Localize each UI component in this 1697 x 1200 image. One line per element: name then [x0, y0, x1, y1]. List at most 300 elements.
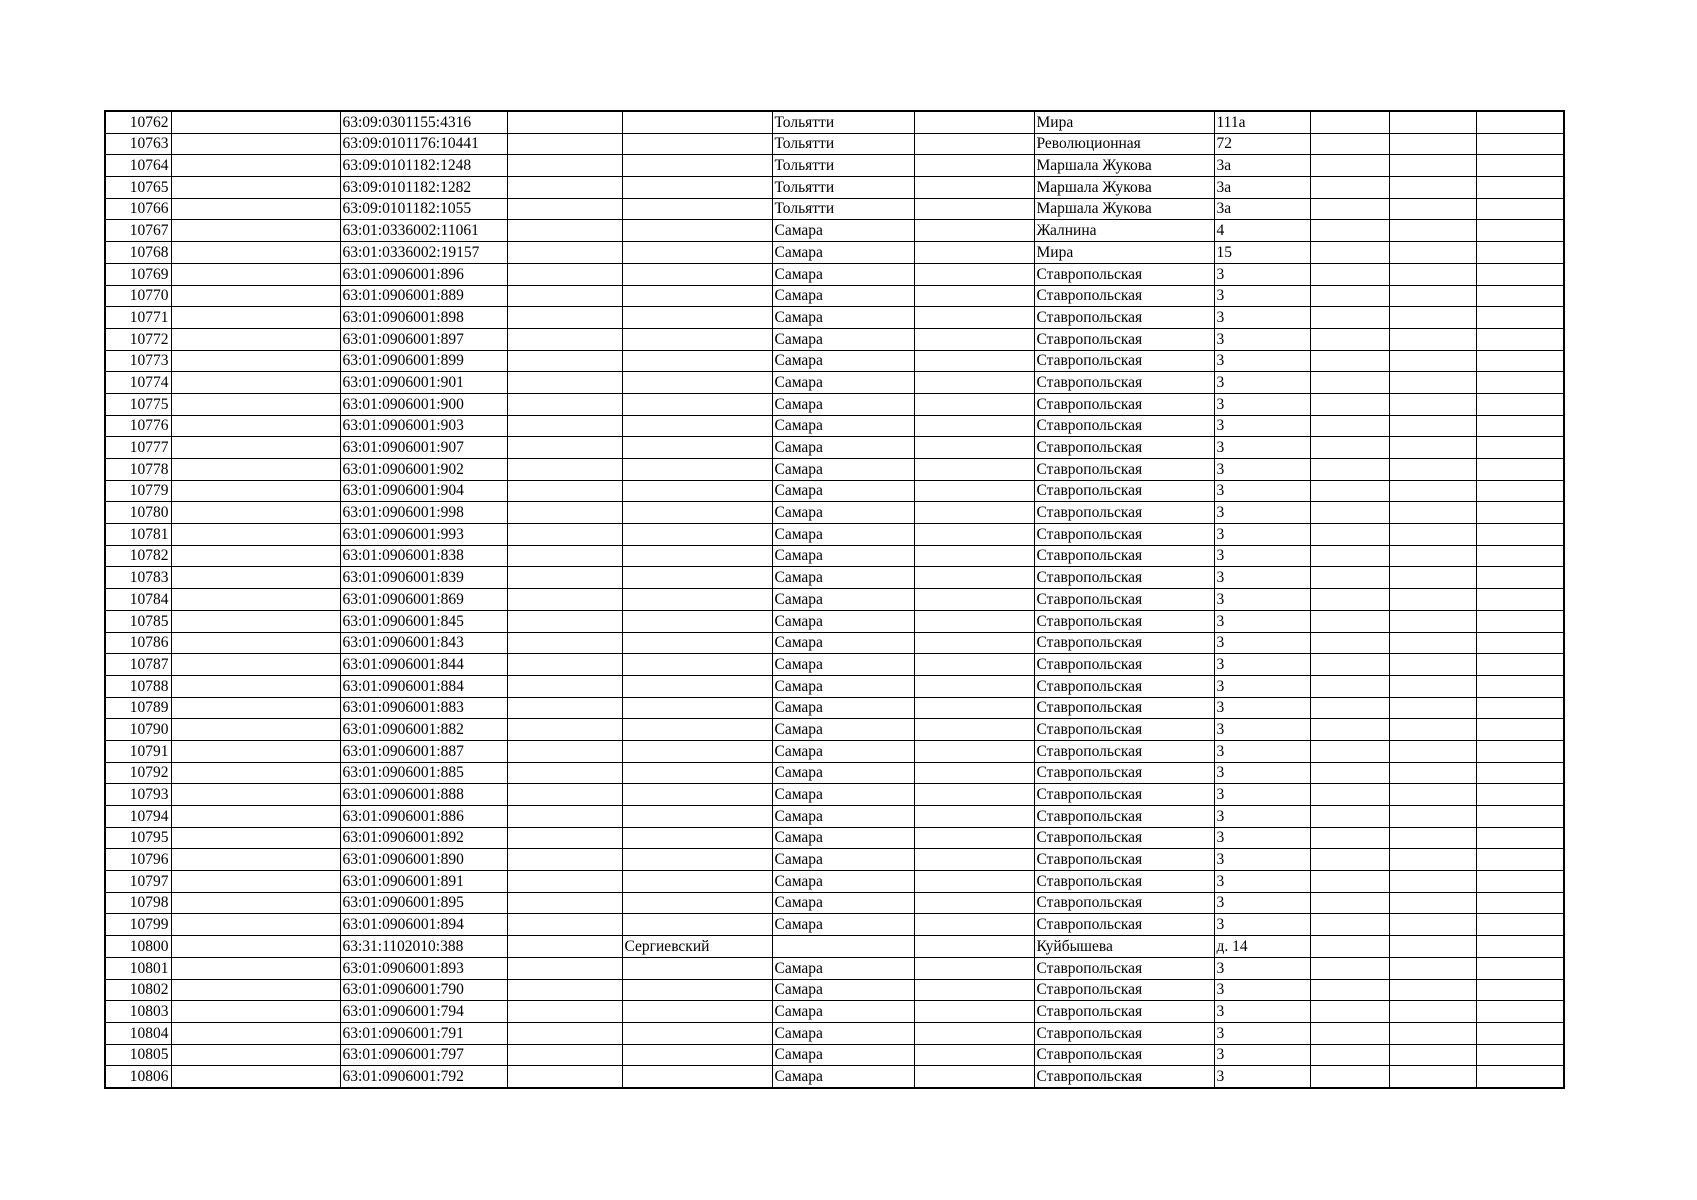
cell-c10 [1389, 328, 1476, 350]
cell-c11 [1476, 1044, 1564, 1066]
cell-c1 [171, 155, 340, 177]
cell-c1 [171, 632, 340, 654]
cell-district [622, 155, 772, 177]
cell-district: Сергиевский [622, 936, 772, 958]
cell-street: Ставропольская [1034, 697, 1214, 719]
cell-c1 [171, 133, 340, 155]
cell-cadastral: 63:01:0906001:900 [340, 393, 507, 415]
cell-cadastral: 63:01:0906001:884 [340, 675, 507, 697]
cell-c9 [1310, 697, 1389, 719]
cell-c11 [1476, 979, 1564, 1001]
cell-cadastral: 63:01:0906001:844 [340, 654, 507, 676]
cell-cadastral: 63:01:0906001:797 [340, 1044, 507, 1066]
cell-city: Самара [772, 220, 914, 242]
cell-num: 10769 [105, 263, 171, 285]
cell-c11 [1476, 1022, 1564, 1044]
cell-num: 10787 [105, 654, 171, 676]
cell-c9 [1310, 177, 1389, 199]
cell-street: Ставропольская [1034, 1022, 1214, 1044]
cell-cadastral: 63:01:0906001:890 [340, 849, 507, 871]
cell-city: Самара [772, 719, 914, 741]
cell-c11 [1476, 762, 1564, 784]
cell-c10 [1389, 1044, 1476, 1066]
cell-c9 [1310, 936, 1389, 958]
cell-street: Ставропольская [1034, 914, 1214, 936]
cell-street: Ставропольская [1034, 567, 1214, 589]
cell-c6 [914, 1044, 1034, 1066]
cell-c9 [1310, 784, 1389, 806]
cell-c9 [1310, 1001, 1389, 1023]
cell-c6 [914, 198, 1034, 220]
cell-city: Самара [772, 502, 914, 524]
cell-c6 [914, 177, 1034, 199]
cell-c3 [507, 263, 622, 285]
cell-num: 10767 [105, 220, 171, 242]
cell-c11 [1476, 524, 1564, 546]
cell-c6 [914, 1066, 1034, 1088]
cell-cadastral: 63:01:0906001:883 [340, 697, 507, 719]
cell-street: Ставропольская [1034, 784, 1214, 806]
cell-c3 [507, 1001, 622, 1023]
cell-house: 3 [1214, 524, 1310, 546]
table-row [105, 307, 1564, 329]
cell-num: 10774 [105, 372, 171, 394]
cell-street: Маршала Жукова [1034, 155, 1214, 177]
cell-c11 [1476, 871, 1564, 893]
cell-c1 [171, 220, 340, 242]
cell-c6 [914, 155, 1034, 177]
cell-house: 3 [1214, 697, 1310, 719]
cell-c6 [914, 285, 1034, 307]
cell-c3 [507, 502, 622, 524]
cell-c9 [1310, 1044, 1389, 1066]
cell-c6 [914, 437, 1034, 459]
cell-c1 [171, 263, 340, 285]
cell-c10 [1389, 567, 1476, 589]
cell-num: 10764 [105, 155, 171, 177]
cell-cadastral: 63:01:0906001:888 [340, 784, 507, 806]
cell-c9 [1310, 307, 1389, 329]
cell-c11 [1476, 827, 1564, 849]
cell-house: 3 [1214, 827, 1310, 849]
cell-c11 [1476, 914, 1564, 936]
cell-c11 [1476, 849, 1564, 871]
cell-district [622, 1001, 772, 1023]
cell-street: Мира [1034, 111, 1214, 133]
cell-c6 [914, 806, 1034, 828]
cell-c1 [171, 1022, 340, 1044]
cell-c9 [1310, 220, 1389, 242]
cell-street: Ставропольская [1034, 263, 1214, 285]
cell-c10 [1389, 111, 1476, 133]
cell-district [622, 242, 772, 264]
cell-city: Самара [772, 1066, 914, 1088]
cell-c9 [1310, 654, 1389, 676]
cell-district [622, 111, 772, 133]
cell-street: Ставропольская [1034, 871, 1214, 893]
cell-c3 [507, 220, 622, 242]
table-row [105, 372, 1564, 394]
table-row [105, 415, 1564, 437]
cell-num: 10803 [105, 1001, 171, 1023]
cell-district [622, 437, 772, 459]
cell-c9 [1310, 589, 1389, 611]
cell-cadastral: 63:01:0906001:899 [340, 350, 507, 372]
cell-house: 3 [1214, 1066, 1310, 1088]
cell-cadastral: 63:01:0906001:901 [340, 372, 507, 394]
cell-c11 [1476, 350, 1564, 372]
cell-c6 [914, 589, 1034, 611]
cell-c3 [507, 177, 622, 199]
cell-num: 10801 [105, 957, 171, 979]
cell-c3 [507, 459, 622, 481]
cell-c6 [914, 1001, 1034, 1023]
cell-num: 10777 [105, 437, 171, 459]
cell-c1 [171, 610, 340, 632]
cell-house: 3 [1214, 762, 1310, 784]
cell-c3 [507, 1022, 622, 1044]
cell-c10 [1389, 762, 1476, 784]
cell-city: Самара [772, 697, 914, 719]
table-row [105, 393, 1564, 415]
cell-num: 10793 [105, 784, 171, 806]
cell-district [622, 675, 772, 697]
cell-num: 10795 [105, 827, 171, 849]
cell-num: 10790 [105, 719, 171, 741]
cell-c6 [914, 675, 1034, 697]
cell-city: Тольятти [772, 198, 914, 220]
cell-c6 [914, 567, 1034, 589]
cell-district [622, 328, 772, 350]
cell-street: Куйбышева [1034, 936, 1214, 958]
cell-c1 [171, 567, 340, 589]
cell-c3 [507, 849, 622, 871]
cell-c9 [1310, 762, 1389, 784]
cell-district [622, 719, 772, 741]
cell-c9 [1310, 393, 1389, 415]
cell-district [622, 415, 772, 437]
cell-city: Самара [772, 849, 914, 871]
cell-district [622, 784, 772, 806]
cell-cadastral: 63:01:0906001:886 [340, 806, 507, 828]
cell-c10 [1389, 784, 1476, 806]
cell-c10 [1389, 285, 1476, 307]
cell-c9 [1310, 806, 1389, 828]
cell-num: 10762 [105, 111, 171, 133]
cell-cadastral: 63:09:0101182:1055 [340, 198, 507, 220]
cell-district [622, 1066, 772, 1088]
cell-city [772, 936, 914, 958]
cell-c1 [171, 437, 340, 459]
cell-house: 3 [1214, 784, 1310, 806]
cell-num: 10779 [105, 480, 171, 502]
cell-c11 [1476, 1066, 1564, 1088]
cell-c1 [171, 545, 340, 567]
cell-district [622, 524, 772, 546]
cell-c3 [507, 675, 622, 697]
cell-c3 [507, 111, 622, 133]
cell-cadastral: 63:09:0301155:4316 [340, 111, 507, 133]
cell-c3 [507, 350, 622, 372]
cell-num: 10802 [105, 979, 171, 1001]
cell-street: Маршала Жукова [1034, 177, 1214, 199]
cell-cadastral: 63:01:0906001:792 [340, 1066, 507, 1088]
cell-c9 [1310, 567, 1389, 589]
cell-c3 [507, 155, 622, 177]
cell-c1 [171, 177, 340, 199]
cell-district [622, 892, 772, 914]
cell-c3 [507, 936, 622, 958]
cell-c1 [171, 393, 340, 415]
cell-c1 [171, 979, 340, 1001]
cell-c3 [507, 242, 622, 264]
cell-num: 10778 [105, 459, 171, 481]
cell-c1 [171, 914, 340, 936]
cell-num: 10805 [105, 1044, 171, 1066]
cell-c11 [1476, 545, 1564, 567]
cell-c9 [1310, 328, 1389, 350]
cell-c6 [914, 784, 1034, 806]
cell-house: 3 [1214, 415, 1310, 437]
cell-district [622, 545, 772, 567]
cell-house: 4 [1214, 220, 1310, 242]
cell-c10 [1389, 545, 1476, 567]
cell-c3 [507, 719, 622, 741]
cell-c11 [1476, 393, 1564, 415]
cell-house: 3 [1214, 1001, 1310, 1023]
cell-c11 [1476, 307, 1564, 329]
cell-c9 [1310, 242, 1389, 264]
cell-c10 [1389, 437, 1476, 459]
cell-c6 [914, 393, 1034, 415]
cell-c10 [1389, 307, 1476, 329]
cell-c1 [171, 654, 340, 676]
cell-district [622, 133, 772, 155]
cell-city: Самара [772, 806, 914, 828]
cell-c9 [1310, 979, 1389, 1001]
cell-c1 [171, 242, 340, 264]
cell-street: Ставропольская [1034, 415, 1214, 437]
table-row [105, 1022, 1564, 1044]
cell-c9 [1310, 502, 1389, 524]
cell-c11 [1476, 285, 1564, 307]
cell-c3 [507, 307, 622, 329]
cell-c10 [1389, 393, 1476, 415]
cell-c9 [1310, 914, 1389, 936]
cell-c9 [1310, 719, 1389, 741]
cell-cadastral: 63:01:0906001:838 [340, 545, 507, 567]
cell-cadastral: 63:01:0906001:887 [340, 740, 507, 762]
cell-c10 [1389, 459, 1476, 481]
cell-c1 [171, 111, 340, 133]
table-row [105, 979, 1564, 1001]
cell-c6 [914, 871, 1034, 893]
cell-street: Ставропольская [1034, 393, 1214, 415]
cell-c1 [171, 697, 340, 719]
cell-c11 [1476, 480, 1564, 502]
table-row [105, 1001, 1564, 1023]
cell-cadastral: 63:01:0906001:839 [340, 567, 507, 589]
cell-house: 3 [1214, 914, 1310, 936]
cell-c6 [914, 914, 1034, 936]
cell-c3 [507, 328, 622, 350]
cell-c11 [1476, 957, 1564, 979]
cell-district [622, 502, 772, 524]
cell-house: 3 [1214, 892, 1310, 914]
cell-city: Самара [772, 957, 914, 979]
cell-c10 [1389, 480, 1476, 502]
cell-c10 [1389, 936, 1476, 958]
cell-num: 10786 [105, 632, 171, 654]
cell-c6 [914, 827, 1034, 849]
cell-house: 3 [1214, 719, 1310, 741]
cell-c3 [507, 1044, 622, 1066]
cell-house: 3 [1214, 372, 1310, 394]
table-row [105, 806, 1564, 828]
cell-c1 [171, 285, 340, 307]
cell-cadastral: 63:01:0906001:892 [340, 827, 507, 849]
table-row [105, 437, 1564, 459]
cell-cadastral: 63:01:0906001:794 [340, 1001, 507, 1023]
cell-street: Маршала Жукова [1034, 198, 1214, 220]
cell-c10 [1389, 1022, 1476, 1044]
table-row [105, 957, 1564, 979]
cell-district [622, 806, 772, 828]
cell-district [622, 393, 772, 415]
cell-c6 [914, 263, 1034, 285]
cell-c10 [1389, 589, 1476, 611]
cell-c9 [1310, 827, 1389, 849]
cell-city: Самара [772, 632, 914, 654]
cell-city: Самара [772, 979, 914, 1001]
cell-c11 [1476, 936, 1564, 958]
cell-c9 [1310, 524, 1389, 546]
cell-city: Самара [772, 567, 914, 589]
cell-num: 10788 [105, 675, 171, 697]
cell-c1 [171, 719, 340, 741]
cell-c9 [1310, 610, 1389, 632]
cell-num: 10806 [105, 1066, 171, 1088]
cell-c11 [1476, 632, 1564, 654]
cell-c1 [171, 459, 340, 481]
cell-c3 [507, 589, 622, 611]
cell-cadastral: 63:09:0101182:1248 [340, 155, 507, 177]
cell-num: 10776 [105, 415, 171, 437]
cell-house: 72 [1214, 133, 1310, 155]
cell-street: Ставропольская [1034, 480, 1214, 502]
cell-c1 [171, 198, 340, 220]
cell-num: 10794 [105, 806, 171, 828]
cell-city: Самара [772, 437, 914, 459]
cell-c6 [914, 697, 1034, 719]
cell-c11 [1476, 242, 1564, 264]
cell-c6 [914, 979, 1034, 1001]
cell-c11 [1476, 697, 1564, 719]
table-row [105, 480, 1564, 502]
cell-street: Ставропольская [1034, 437, 1214, 459]
cell-house: 3 [1214, 502, 1310, 524]
cell-c9 [1310, 1066, 1389, 1088]
table-row [105, 285, 1564, 307]
cell-num: 10804 [105, 1022, 171, 1044]
cell-house: 3 [1214, 285, 1310, 307]
cell-c11 [1476, 567, 1564, 589]
cell-c9 [1310, 871, 1389, 893]
cell-cadastral: 63:01:0906001:893 [340, 957, 507, 979]
cell-district [622, 740, 772, 762]
cell-house: 3 [1214, 545, 1310, 567]
cell-district [622, 957, 772, 979]
cell-street: Ставропольская [1034, 589, 1214, 611]
cell-c3 [507, 806, 622, 828]
cell-c11 [1476, 892, 1564, 914]
cell-c10 [1389, 263, 1476, 285]
table-row [105, 914, 1564, 936]
cell-cadastral: 63:01:0336002:11061 [340, 220, 507, 242]
cell-street: Ставропольская [1034, 372, 1214, 394]
cell-city: Самара [772, 285, 914, 307]
cell-c10 [1389, 415, 1476, 437]
cell-house: 3 [1214, 654, 1310, 676]
cell-c3 [507, 957, 622, 979]
cell-street: Ставропольская [1034, 610, 1214, 632]
cell-cadastral: 63:01:0906001:998 [340, 502, 507, 524]
cell-city: Самара [772, 328, 914, 350]
cell-house: 3 [1214, 957, 1310, 979]
cell-street: Ставропольская [1034, 979, 1214, 1001]
cell-c11 [1476, 1001, 1564, 1023]
cell-c9 [1310, 111, 1389, 133]
cell-city: Самара [772, 242, 914, 264]
cell-c6 [914, 242, 1034, 264]
cell-c3 [507, 567, 622, 589]
cell-c6 [914, 111, 1034, 133]
cell-c3 [507, 372, 622, 394]
table-row [105, 502, 1564, 524]
cell-c11 [1476, 784, 1564, 806]
cell-street: Ставропольская [1034, 806, 1214, 828]
cell-cadastral: 63:01:0906001:869 [340, 589, 507, 611]
cell-num: 10800 [105, 936, 171, 958]
cell-street: Ставропольская [1034, 654, 1214, 676]
cell-cadastral: 63:01:0906001:791 [340, 1022, 507, 1044]
cell-street: Ставропольская [1034, 675, 1214, 697]
cell-district [622, 263, 772, 285]
table-row [105, 111, 1564, 133]
cell-house: 3а [1214, 177, 1310, 199]
cell-cadastral: 63:01:0906001:993 [340, 524, 507, 546]
cell-house: 111а [1214, 111, 1310, 133]
cell-c6 [914, 892, 1034, 914]
table-row [105, 459, 1564, 481]
cell-city: Тольятти [772, 133, 914, 155]
cell-c9 [1310, 459, 1389, 481]
cell-district [622, 1044, 772, 1066]
cell-c3 [507, 892, 622, 914]
cell-house: 3 [1214, 480, 1310, 502]
cell-city: Самара [772, 892, 914, 914]
cell-house: 3 [1214, 675, 1310, 697]
cell-street: Ставропольская [1034, 285, 1214, 307]
cell-c1 [171, 1044, 340, 1066]
table-row [105, 350, 1564, 372]
cell-num: 10772 [105, 328, 171, 350]
cell-c1 [171, 1001, 340, 1023]
cell-c11 [1476, 459, 1564, 481]
cell-house: д. 14 [1214, 936, 1310, 958]
cell-c3 [507, 393, 622, 415]
table-row [105, 545, 1564, 567]
